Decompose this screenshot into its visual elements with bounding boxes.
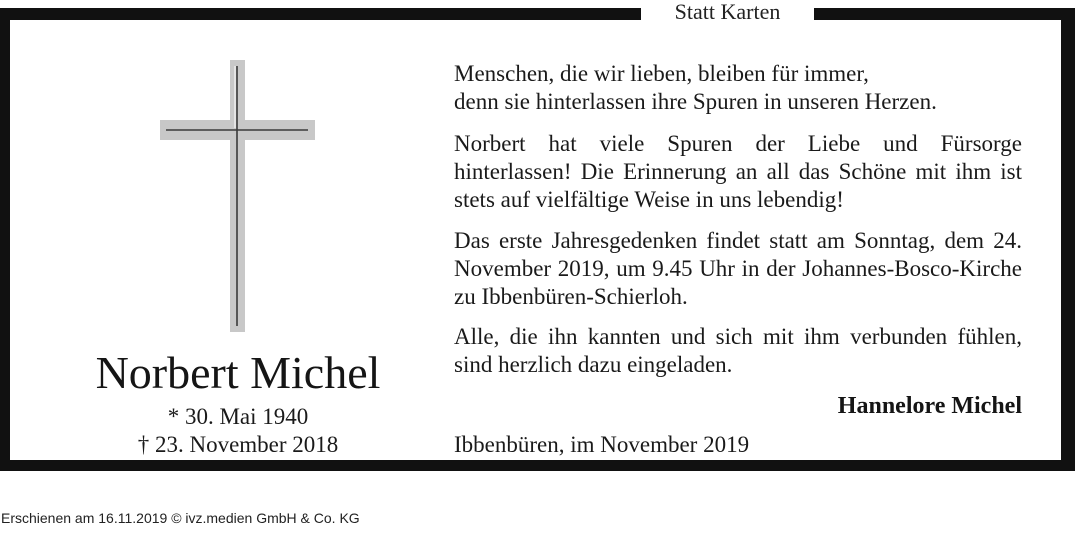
anniversary-paragraph — [454, 227, 1022, 311]
invitation-paragraph — [454, 323, 1022, 379]
deceased-name: Norbert Michel — [95, 347, 381, 398]
cross-icon — [160, 60, 315, 332]
anniversary-text: Das erste Jahresgedenken findet statt am Sonntag, dem 24. November 2019, um 9.45 Uhr in der Johannes-Bosco-Kirche zu Ibbenbüren-Schierloh. — [454, 228, 1022, 309]
publication-footer: Erschienen am 16.11.2019 © ivz.medien GmbH & Co. KG — [1, 510, 360, 526]
verse-line: Menschen, die wir lieben, bleiben für immer, — [454, 61, 869, 86]
signer-name: Hannelore Michel — [837, 393, 1022, 419]
header-label: Statt Karten — [641, 0, 814, 24]
death-date: † 23. November 2018 — [137, 432, 339, 457]
invitation-text: Alle, die ihn kannten und sich mit ihm verbunden fühlen, sind herzlich dazu eingeladen. — [454, 324, 1022, 377]
verse-line: denn sie hinterlassen ihre Spuren in unseren Herzen. — [454, 89, 937, 114]
verse-paragraph — [454, 60, 1022, 116]
announcement-body — [10, 20, 1061, 460]
place-and-date: Ibbenbüren, im November 2019 — [454, 432, 750, 457]
birth-date: * 30. Mai 1940 — [167, 404, 309, 429]
memory-paragraph — [454, 130, 1022, 214]
memory-text: Norbert hat viele Spuren der Liebe und Fürsorge hinterlassen! Die Erinnerung an all das Schöne mit ihm ist stets auf vielfältige Weise in uns lebendig! — [454, 131, 1022, 212]
announcement-border — [0, 8, 1075, 471]
